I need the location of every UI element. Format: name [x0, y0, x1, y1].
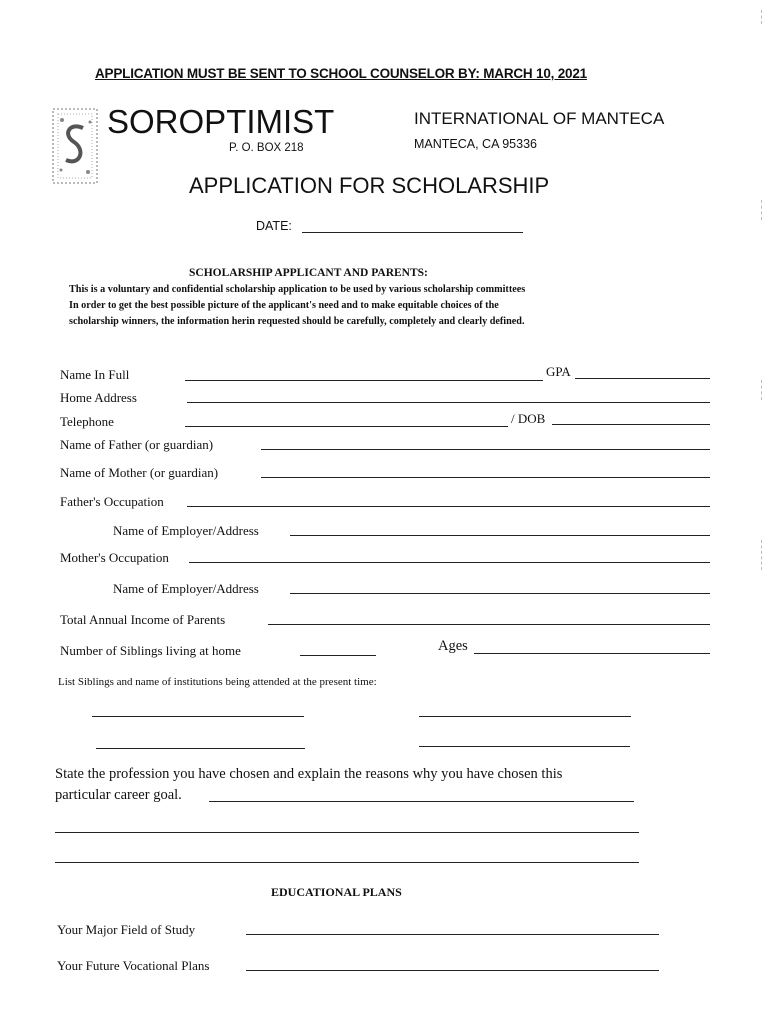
career-field[interactable] — [55, 832, 639, 833]
org-name: SOROPTIMIST — [107, 103, 335, 140]
org-suffix: INTERNATIONAL OF MANTECA — [414, 109, 665, 128]
scan-artifact — [761, 200, 762, 220]
siblings-list-label: List Siblings and name of institutions being attended at the present time: — [58, 676, 377, 688]
major-label: Your Major Field of Study — [57, 922, 196, 937]
sibling-line[interactable] — [419, 746, 630, 747]
deadline-notice: APPLICATION MUST BE SENT TO SCHOOL COUNSELOR BY: MARCH 10, 2021 — [95, 66, 587, 81]
scan-artifact — [761, 540, 762, 570]
name-in-full-field[interactable] — [185, 380, 543, 381]
educational-plans-heading: EDUCATIONAL PLANS — [271, 885, 402, 899]
ages-label: Ages — [438, 638, 468, 654]
father-name-field[interactable] — [261, 449, 710, 450]
intro-line-2: In order to get the best possible picture of the applicant's need and to make equitable choices of the — [69, 300, 499, 311]
soroptimist-emblem-icon — [52, 108, 98, 184]
mother-occupation-label: Mother's Occupation — [60, 550, 169, 565]
intro-heading: SCHOLARSHIP APPLICANT AND PARENTS: — [189, 267, 428, 279]
father-name-label: Name of Father (or guardian) — [60, 437, 214, 452]
name-in-full-label: Name In Full — [60, 367, 130, 382]
father-employer-label: Name of Employer/Address — [113, 523, 259, 538]
mother-name-label: Name of Mother (or guardian) — [60, 465, 219, 480]
telephone-field[interactable] — [185, 426, 508, 427]
father-occupation-field[interactable] — [187, 506, 710, 507]
career-question-line-1: State the profession you have chosen and explain the reasons why you have chosen this — [55, 766, 563, 782]
mother-employer-field[interactable] — [290, 593, 710, 594]
vocational-plans-label: Your Future Vocational Plans — [57, 958, 210, 973]
scan-artifact — [761, 380, 762, 400]
career-question-line-2: particular career goal. — [55, 787, 182, 803]
home-address-field[interactable] — [187, 402, 710, 403]
father-employer-field[interactable] — [290, 535, 710, 536]
gpa-field[interactable] — [575, 378, 710, 379]
sibling-line[interactable] — [92, 716, 304, 717]
mother-occupation-field[interactable] — [189, 562, 710, 563]
total-income-label: Total Annual Income of Parents — [60, 612, 226, 627]
mother-employer-label: Name of Employer/Address — [113, 581, 259, 596]
major-field[interactable] — [246, 934, 659, 935]
po-box: P. O. BOX 218 — [229, 142, 304, 154]
siblings-count-field[interactable] — [300, 655, 376, 656]
date-field[interactable] — [302, 232, 523, 233]
sibling-line[interactable] — [96, 748, 305, 749]
vocational-plans-field[interactable] — [246, 970, 659, 971]
mother-name-field[interactable] — [261, 477, 710, 478]
intro-line-3: scholarship winners, the information herin requested should be carefully, completely and clearly defined. — [69, 316, 525, 327]
date-label: DATE: — [256, 219, 292, 233]
siblings-count-label: Number of Siblings living at home — [60, 643, 241, 658]
career-field[interactable] — [55, 862, 639, 863]
scan-artifact — [761, 10, 762, 24]
form-title: APPLICATION FOR SCHOLARSHIP — [189, 173, 550, 198]
father-occupation-label: Father's Occupation — [60, 494, 164, 509]
ages-field[interactable] — [474, 653, 710, 654]
total-income-field[interactable] — [268, 624, 710, 625]
dob-field[interactable] — [552, 424, 710, 425]
home-address-label: Home Address — [60, 390, 137, 405]
city-state-zip: MANTECA, CA 95336 — [414, 137, 537, 151]
sibling-line[interactable] — [419, 716, 631, 717]
career-field[interactable] — [209, 801, 634, 802]
telephone-label: Telephone — [60, 414, 114, 429]
dob-label: / DOB — [511, 411, 546, 426]
gpa-label: GPA — [546, 364, 571, 379]
intro-line-1: This is a voluntary and confidential scholarship application to be used by various scholarship committees — [69, 284, 526, 295]
